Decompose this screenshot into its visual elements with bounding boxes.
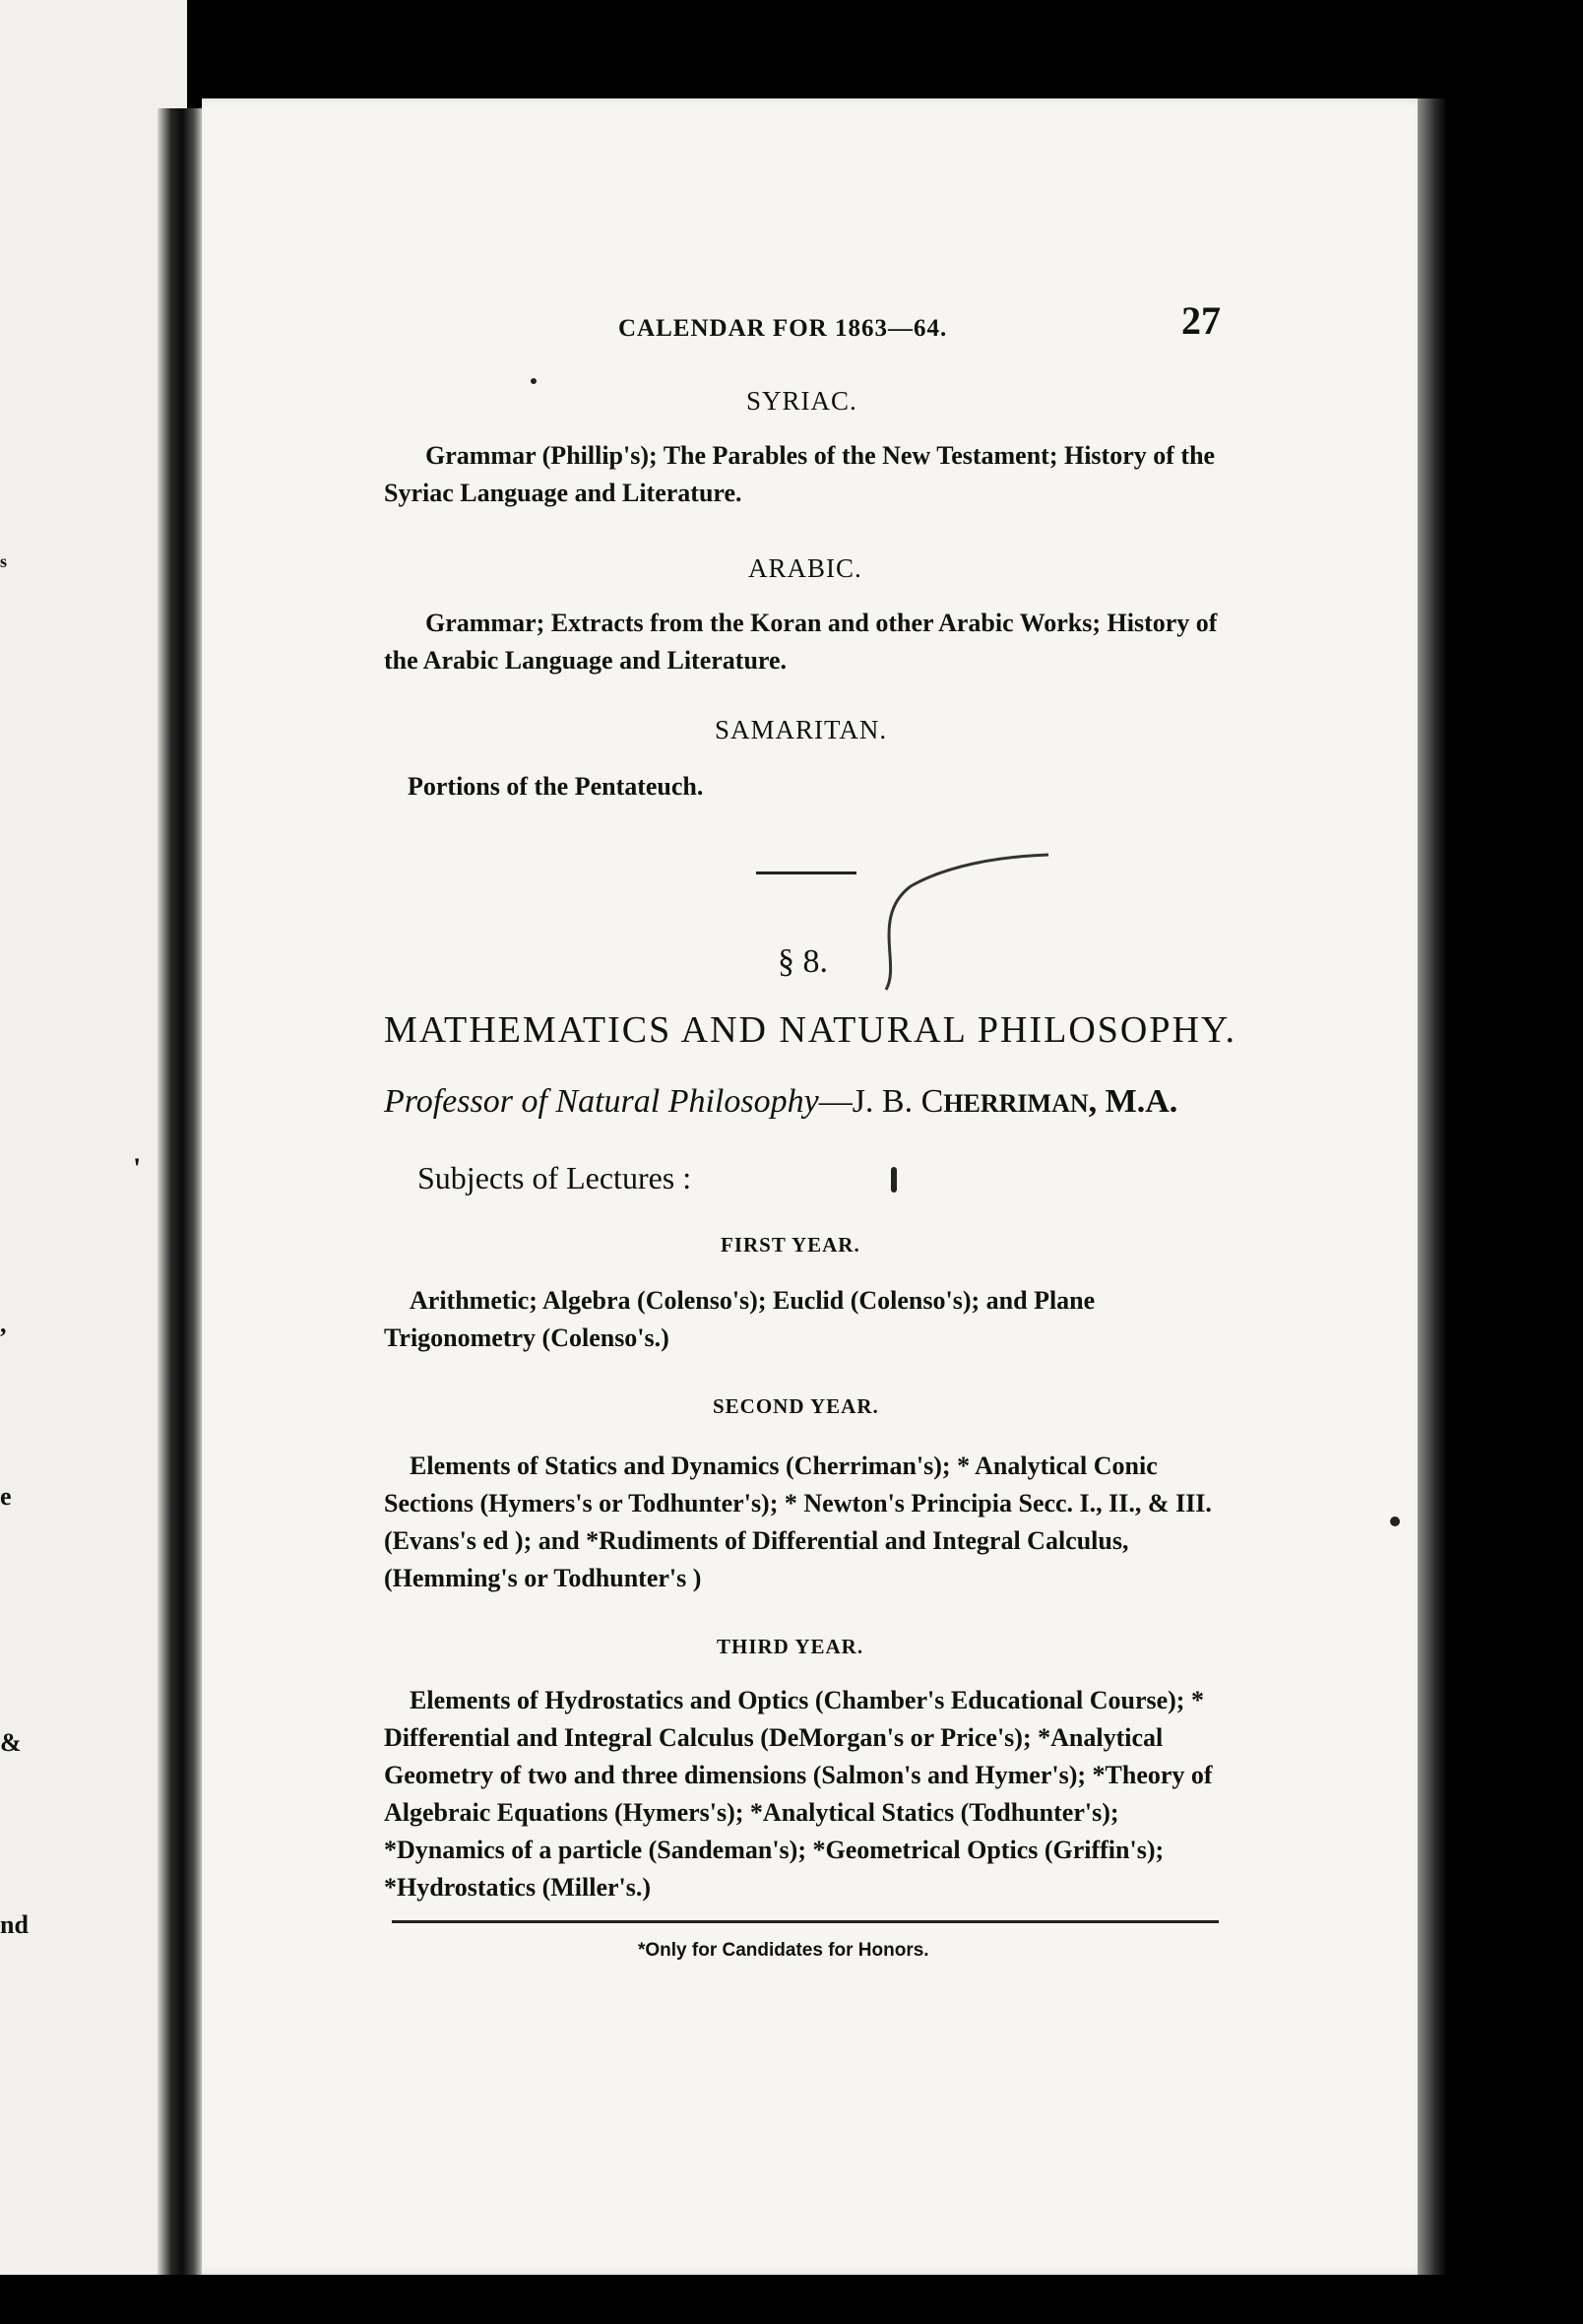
arabic-text: Grammar; Extracts from the Koran and other Arabic Works; History of the Arabic Language and Literature. (384, 609, 1218, 675)
book-gutter (158, 108, 203, 2275)
professor-dash: — (818, 1083, 853, 1120)
subjects-label: Subjects of Lectures : (417, 1160, 692, 1195)
second-year-text: Elements of Statics and Dynamics (Cherriman's); * Analytical Conic Sections (Hymers's or Todhunter's); * Newton's Principia Secc. I., II., & III. (Evans's ed ); and *Rudiments of Differential and Integral Calculus, (Hemming's or Todhunter's ) (384, 1452, 1212, 1592)
page-number: 27 (1181, 298, 1221, 343)
section-number: § 8. (778, 943, 828, 980)
running-header: CALENDAR FOR 1863—64. (618, 315, 948, 342)
professor-initials: J. B. (852, 1083, 921, 1120)
left-fragment: s (0, 551, 8, 571)
section-title: MATHEMATICS AND NATURAL PHILOSOPHY. (384, 1009, 1236, 1051)
second-year-heading: SECOND YEAR. (713, 1394, 879, 1418)
left-fragment: e (0, 1482, 12, 1511)
footnote: *Only for Candidates for Honors. (638, 1940, 929, 1961)
first-year-text: Arithmetic; Algebra (Colenso's); Euclid (Colenso's); and Plane Trigonometry (Colenso's.) (384, 1286, 1096, 1352)
left-fragment: ' (133, 1152, 142, 1185)
right-page-edge (1418, 98, 1447, 2275)
professor-degree: , M.A. (1088, 1083, 1178, 1120)
syriac-text: Grammar (Phillip's); The Parables of the New Testament; History of the Syriac Language and Literature. (384, 441, 1216, 507)
ink-speck (531, 378, 537, 384)
first-year-heading: FIRST YEAR. (721, 1233, 860, 1257)
handwritten-stroke-mark (866, 847, 1063, 995)
left-fragment: nd (0, 1910, 29, 1939)
third-year-text: Elements of Hydrostatics and Optics (Chamber's Educational Course); * Differential and Integral Calculus (DeMorgan's or Price's); *Analytical Geometry of two and three dimensions (Salmon's and Hymer's); *Theory of Algebraic Equations (Hymers's); *Analytical Statics (Todhunter's); *Dynamics of a particle (Sandeman's); *Geometrical Optics (Griffin's); *Hydrostatics (Miller's.) (384, 1686, 1213, 1902)
professor-line (384, 1083, 1177, 1121)
left-fragment: & (0, 1728, 22, 1757)
footnote-rule (392, 1920, 1219, 1923)
professor-surname-initial: C (920, 1083, 944, 1120)
third-year-heading: THIRD YEAR. (717, 1635, 864, 1658)
left-fragment: , (0, 1310, 7, 1338)
professor-surname: HERRIMAN (943, 1089, 1089, 1118)
section-divider (756, 872, 856, 874)
samaritan-heading: SAMARITAN. (715, 715, 888, 744)
samaritan-text: Portions of the Pentateuch. (408, 772, 704, 801)
syriac-heading: SYRIAC. (746, 386, 857, 416)
ink-speck (891, 1167, 897, 1193)
professor-role: Professor of Natural Philosophy (384, 1083, 819, 1120)
arabic-heading: ARABIC. (748, 553, 862, 583)
ink-speck (1390, 1517, 1400, 1526)
